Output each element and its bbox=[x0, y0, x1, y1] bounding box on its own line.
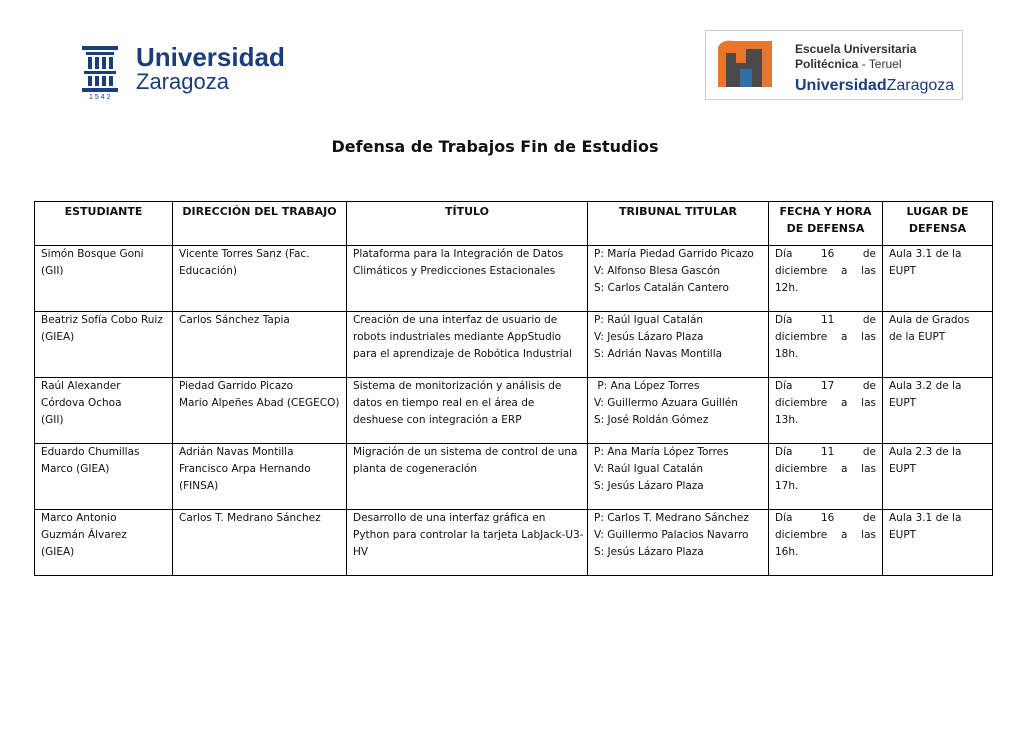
cell-lugar-line: Aula 3.2 de la bbox=[889, 380, 962, 392]
cell-titulo bbox=[347, 312, 588, 378]
cell-tribunal-line: S: Jesús Lázaro Plaza bbox=[594, 480, 704, 492]
cell-tribunal bbox=[588, 246, 769, 312]
cell-titulo-line: Plataforma para la Integración de Datos bbox=[353, 248, 564, 260]
fecha-line bbox=[775, 263, 876, 280]
cell-direccion bbox=[173, 510, 347, 576]
fecha-las-word: las bbox=[861, 463, 876, 475]
cell-lugar bbox=[883, 246, 993, 312]
fecha-dia-word: Día bbox=[775, 512, 793, 524]
cell-lugar bbox=[883, 510, 993, 576]
cell-estudiante-line: Córdova Ochoa bbox=[41, 397, 122, 409]
fecha-dia-word: Día bbox=[775, 380, 793, 392]
cell-estudiante bbox=[35, 246, 173, 312]
fecha-line bbox=[775, 478, 876, 495]
cell-titulo-line: planta de cogeneración bbox=[353, 463, 477, 475]
fecha-hora: 13h. bbox=[775, 414, 799, 426]
cell-tribunal-line: V: Alfonso Blesa Gascón bbox=[594, 265, 721, 277]
fecha-line bbox=[775, 346, 876, 363]
eupt-line3-rest: Zaragoza bbox=[886, 77, 955, 94]
header-titulo: TÍTULO bbox=[347, 202, 588, 246]
fecha-line bbox=[775, 378, 876, 395]
universidad-zaragoza-logo bbox=[80, 42, 290, 102]
fecha-hora: 18h. bbox=[775, 348, 799, 360]
cell-titulo bbox=[347, 246, 588, 312]
fecha-a-word: a bbox=[840, 397, 848, 409]
cell-direccion-line: Carlos T. Medrano Sánchez bbox=[179, 512, 321, 524]
eupt-line3 bbox=[795, 77, 954, 95]
cell-titulo-line: datos en tiempo real en el área de bbox=[353, 397, 535, 409]
table-row bbox=[35, 378, 993, 444]
cell-lugar-line: Aula de Grados bbox=[889, 314, 970, 326]
eupt-logo bbox=[705, 30, 963, 100]
cell-direccion bbox=[173, 312, 347, 378]
cell-estudiante bbox=[35, 510, 173, 576]
fecha-hora: 17h. bbox=[775, 480, 799, 492]
fecha-de-word: de bbox=[862, 248, 876, 260]
fecha-line bbox=[775, 461, 876, 478]
cell-lugar-line: Aula 2.3 de la bbox=[889, 446, 962, 458]
cell-estudiante-line: Beatriz Sofía Cobo Ruiz bbox=[41, 314, 163, 326]
fecha-line bbox=[775, 246, 876, 263]
cell-lugar bbox=[883, 378, 993, 444]
table-row bbox=[35, 246, 993, 312]
cell-estudiante-line: Marco Antonio bbox=[41, 512, 117, 524]
fecha-dia-word: Día bbox=[775, 314, 793, 326]
fecha-las-word: las bbox=[861, 265, 876, 277]
fecha-line bbox=[775, 280, 876, 297]
cell-fecha bbox=[769, 378, 883, 444]
fecha-las-word: las bbox=[861, 529, 876, 541]
cell-estudiante-line: Guzmán Álvarez bbox=[41, 529, 127, 541]
cell-estudiante-line: (GII) bbox=[41, 414, 64, 426]
fecha-de-word: de bbox=[862, 512, 876, 524]
cell-titulo-line: Climáticos y Predicciones Estacionales bbox=[353, 265, 556, 277]
cell-titulo-line: HV bbox=[353, 546, 369, 558]
fecha-month: diciembre bbox=[775, 529, 828, 541]
fecha-line bbox=[775, 444, 876, 461]
cell-lugar-line: Aula 3.1 de la bbox=[889, 512, 962, 524]
eupt-line2-rest: - Teruel bbox=[858, 57, 902, 71]
cell-direccion-line: Piedad Garrido Picazo bbox=[179, 380, 294, 392]
cell-fecha bbox=[769, 510, 883, 576]
logo-year: 1542 bbox=[89, 94, 113, 101]
fecha-a-word: a bbox=[840, 265, 848, 277]
fecha-day-number: 11 bbox=[820, 446, 835, 458]
fecha-line bbox=[775, 544, 876, 561]
table-row bbox=[35, 510, 993, 576]
cell-estudiante-line: Raúl Alexander bbox=[41, 380, 121, 392]
fecha-line bbox=[775, 412, 876, 429]
cell-titulo-line: Python para controlar la tarjeta LabJack-U3- bbox=[353, 529, 584, 541]
cell-tribunal bbox=[588, 510, 769, 576]
fecha-line bbox=[775, 329, 876, 346]
fecha-dia-word: Día bbox=[775, 446, 793, 458]
fecha-las-word: las bbox=[861, 397, 876, 409]
cell-estudiante-line: (GIEA) bbox=[41, 331, 75, 343]
fecha-line bbox=[775, 527, 876, 544]
fecha-day-number: 11 bbox=[820, 314, 835, 326]
cell-lugar-line: EUPT bbox=[889, 463, 917, 475]
cell-direccion bbox=[173, 246, 347, 312]
cell-lugar-line: de la EUPT bbox=[889, 331, 946, 343]
fecha-month: diciembre bbox=[775, 331, 828, 343]
table-header-row bbox=[35, 202, 993, 246]
cell-tribunal bbox=[588, 444, 769, 510]
cell-direccion-line: Mario Alpeñes Abad (CEGECO) bbox=[179, 397, 340, 409]
eupt-emblem-icon bbox=[712, 37, 778, 93]
cell-titulo bbox=[347, 510, 588, 576]
cell-estudiante bbox=[35, 444, 173, 510]
fecha-line bbox=[775, 312, 876, 329]
cell-estudiante-line: Eduardo Chumillas bbox=[41, 446, 140, 458]
table-row bbox=[35, 444, 993, 510]
cell-direccion-line: Adrián Navas Montilla bbox=[179, 446, 294, 458]
fecha-line bbox=[775, 510, 876, 527]
fecha-dia-word: Día bbox=[775, 248, 793, 260]
fecha-day-number: 17 bbox=[820, 380, 835, 392]
cell-tribunal-line: P: Ana López Torres bbox=[594, 380, 700, 392]
cell-titulo-line: robots industriales mediante AppStudio bbox=[353, 331, 562, 343]
cell-direccion-line: Vicente Torres Sanz (Fac. bbox=[179, 248, 310, 260]
page-title: Defensa de Trabajos Fin de Estudios bbox=[331, 137, 659, 156]
cell-direccion-line: Educación) bbox=[179, 265, 238, 277]
cell-titulo bbox=[347, 444, 588, 510]
cell-direccion-line: Carlos Sánchez Tapia bbox=[179, 314, 290, 326]
fecha-de-word: de bbox=[862, 446, 876, 458]
cell-lugar-line: Aula 3.1 de la bbox=[889, 248, 962, 260]
fecha-de-word: de bbox=[862, 314, 876, 326]
cell-tribunal-line: S: Jesús Lázaro Plaza bbox=[594, 546, 704, 558]
eupt-line2 bbox=[795, 57, 902, 71]
eupt-line3-bold: Universidad bbox=[795, 77, 887, 94]
header-direccion: DIRECCIÓN DEL TRABAJO bbox=[173, 202, 347, 246]
cell-titulo-line: deshuese con integración a ERP bbox=[353, 414, 522, 426]
header-tribunal: TRIBUNAL TITULAR bbox=[588, 202, 769, 246]
cell-tribunal-line: P: Carlos T. Medrano Sánchez bbox=[594, 512, 749, 524]
eupt-line1: Escuela Universitaria bbox=[795, 42, 917, 56]
cell-tribunal bbox=[588, 312, 769, 378]
cell-tribunal-line: V: Raúl Igual Catalán bbox=[594, 463, 704, 475]
cell-tribunal-line: P: María Piedad Garrido Picazo bbox=[594, 248, 754, 260]
cell-estudiante bbox=[35, 312, 173, 378]
cell-titulo bbox=[347, 378, 588, 444]
cell-lugar-line: EUPT bbox=[889, 529, 917, 541]
cell-estudiante bbox=[35, 378, 173, 444]
cell-tribunal-line: P: Raúl Igual Catalán bbox=[594, 314, 704, 326]
eupt-line2-bold: Politécnica bbox=[795, 57, 859, 71]
cell-fecha bbox=[769, 246, 883, 312]
fecha-a-word: a bbox=[840, 529, 848, 541]
cell-titulo-line: Sistema de monitorización y análisis de bbox=[353, 380, 562, 392]
cell-tribunal bbox=[588, 378, 769, 444]
logo-word-zaragoza: Zaragoza bbox=[136, 69, 229, 94]
cell-lugar bbox=[883, 312, 993, 378]
fecha-a-word: a bbox=[840, 463, 848, 475]
cell-tribunal-line: P: Ana María López Torres bbox=[594, 446, 729, 458]
header-fecha: FECHA Y HORA DE DEFENSA bbox=[769, 202, 883, 246]
cell-lugar bbox=[883, 444, 993, 510]
table-row bbox=[35, 312, 993, 378]
defensas-table bbox=[34, 201, 993, 576]
cell-fecha bbox=[769, 444, 883, 510]
header-lugar: LUGAR DE DEFENSA bbox=[883, 202, 993, 246]
fecha-month: diciembre bbox=[775, 397, 828, 409]
header-estudiante: ESTUDIANTE bbox=[35, 202, 173, 246]
cell-estudiante-line: Simón Bosque Goni bbox=[41, 248, 144, 260]
building-emblem-icon bbox=[80, 44, 120, 94]
cell-tribunal-line: V: Guillermo Palacios Navarro bbox=[594, 529, 749, 541]
fecha-line bbox=[775, 395, 876, 412]
cell-titulo-line: Migración de un sistema de control de una bbox=[353, 446, 578, 458]
fecha-a-word: a bbox=[840, 331, 848, 343]
cell-lugar-line: EUPT bbox=[889, 397, 917, 409]
cell-estudiante-line: (GII) bbox=[41, 265, 64, 277]
cell-estudiante-line: (GIEA) bbox=[41, 546, 75, 558]
cell-titulo-line: Creación de una interfaz de usuario de bbox=[353, 314, 558, 326]
fecha-month: diciembre bbox=[775, 463, 828, 475]
cell-direccion-line: (FINSA) bbox=[179, 480, 219, 492]
fecha-day-number: 16 bbox=[820, 248, 835, 260]
logo-word-universidad: Universidad bbox=[136, 42, 285, 72]
cell-tribunal-line: S: Carlos Catalán Cantero bbox=[594, 282, 729, 294]
fecha-month: diciembre bbox=[775, 265, 828, 277]
fecha-de-word: de bbox=[862, 380, 876, 392]
fecha-las-word: las bbox=[861, 331, 876, 343]
cell-tribunal-line: V: Guillermo Azuara Guillén bbox=[594, 397, 738, 409]
cell-titulo-line: para el aprendizaje de Robótica Industrial bbox=[353, 348, 573, 360]
cell-lugar-line: EUPT bbox=[889, 265, 917, 277]
fecha-hora: 12h. bbox=[775, 282, 799, 294]
fecha-day-number: 16 bbox=[820, 512, 835, 524]
cell-tribunal-line: S: Adrián Navas Montilla bbox=[594, 348, 723, 360]
cell-fecha bbox=[769, 312, 883, 378]
cell-direccion bbox=[173, 444, 347, 510]
cell-titulo-line: Desarrollo de una interfaz gráfica en bbox=[353, 512, 546, 524]
cell-direccion-line: Francisco Arpa Hernando bbox=[179, 463, 311, 475]
fecha-hora: 16h. bbox=[775, 546, 799, 558]
cell-estudiante-line: Marco (GIEA) bbox=[41, 463, 110, 475]
cell-direccion bbox=[173, 378, 347, 444]
cell-tribunal-line: V: Jesús Lázaro Plaza bbox=[594, 331, 704, 343]
cell-tribunal-line: S: José Roldán Gómez bbox=[594, 414, 709, 426]
